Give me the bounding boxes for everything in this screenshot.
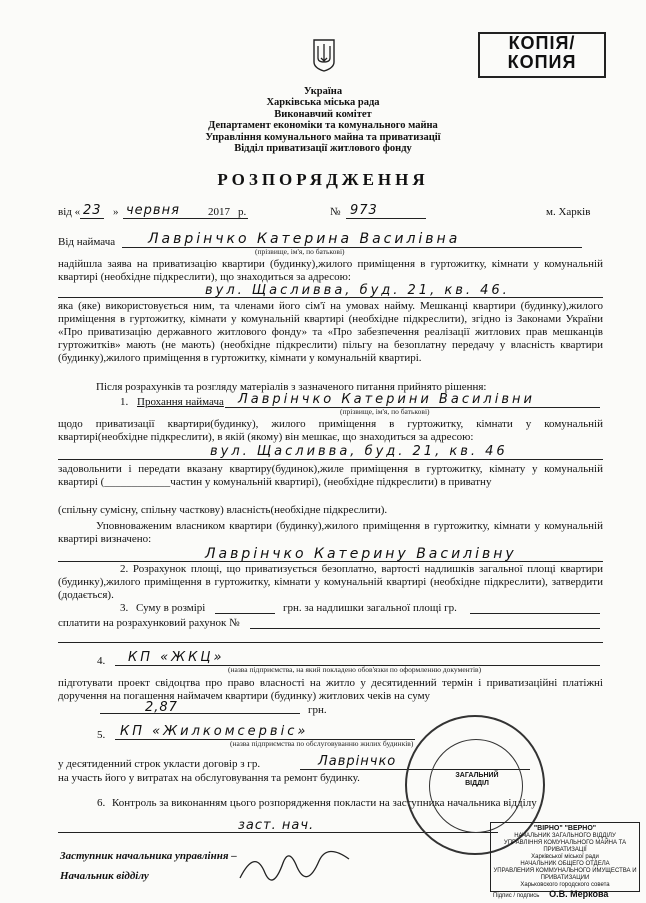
date-year-suffix: р.	[238, 206, 247, 218]
item4-number: 4.	[97, 655, 106, 667]
item3-text-a: Суму в розмірі	[136, 602, 206, 614]
signature-role-line2: Начальник відділу	[60, 870, 149, 882]
item1-owner: Лаврінчко Катерину Василівну	[205, 546, 517, 562]
paragraph-decision: Після розрахунків та розгляду матеріалів з зазначеного питання прийнято рішення:	[96, 381, 487, 393]
item1-number: 1.	[120, 396, 129, 408]
item6-handwritten: заст. нач.	[238, 818, 315, 833]
item4-sum: 2,87	[145, 700, 178, 715]
paragraph-request: надійшла заява на приватизацію квартири (будинку),жилого приміщення в гуртожитку, кімнати у комунальній квартирі (необхідне підкреслити), що знаходиться за адресою:	[58, 258, 603, 283]
certification-stamp	[490, 822, 640, 899]
applicant-label: Від наймача	[58, 236, 116, 248]
letterhead	[150, 86, 496, 154]
item5-text-b: на участь його у витратах на обслуговування та ремонт будинку.	[58, 772, 360, 784]
item3-text-c: сплатити на розрахунковий рахунок №	[58, 617, 240, 629]
rect-stamp-sign-label: Підпис / подпись	[493, 893, 540, 899]
item5-value: КП «Жилкомсервіс»	[120, 724, 309, 739]
applicant-hint: (прізвище, ім'я, по батькові)	[255, 247, 345, 256]
document-title: РОЗПОРЯДЖЕННЯ	[217, 170, 429, 189]
copy-stamp-line2: КОПИЯ	[507, 52, 577, 72]
date-month-sep: »	[113, 206, 119, 218]
signature-scribble-icon	[235, 840, 355, 890]
item4-currency: грн.	[308, 704, 327, 716]
city: м. Харків	[546, 206, 591, 218]
rect-stamp-l3: Харківської міської ради	[531, 854, 599, 860]
item1-text2: задовольнити і передати вказану квартиру(будинок),жиле приміщення в гуртожитку, кімнату у комунальній квартирі (____________частин у комунальній квартирі), (необхідне підкреслити) в приватну	[58, 463, 603, 488]
division: Відділ приватизації житлового фонду	[234, 143, 412, 155]
item1-name: Лаврінчко Катерини Василівни	[238, 392, 535, 407]
item1-address: вул. Щасливва, буд. 21, кв. 46	[210, 444, 508, 459]
document-number: 973	[350, 203, 378, 218]
committee: Виконавчий комітет	[274, 108, 372, 120]
item1-text: щодо приватизації квартири(будинку), жилого приміщення в гуртожитку, кімнати у комунальній квартирі(необхідне підкреслити), в якій (якому) він мешкає, що знаходиться за адресою:	[58, 418, 603, 443]
directorate: Управління комунального майна та приватизації	[205, 131, 441, 143]
trident-emblem-icon	[312, 38, 336, 72]
item3-number: 3.	[120, 602, 129, 614]
item2-body: Розрахунок площі, що приватизується безоплатно, вартості надлишків загальної площі квартири (будинку),жилого приміщення в гуртожитку, кімнати у комунальній квартирі (необхідне підкреслити), затвердити (додається).	[58, 563, 603, 601]
item5-text-a: у десятиденний строк укласти договір з гр.	[58, 758, 261, 770]
item2-text	[58, 563, 603, 602]
item3-text-b: грн. за надлишки загальної площі гр.	[283, 602, 457, 614]
item5-number: 5.	[97, 729, 106, 741]
item4-text: підготувати проект свідоцтва про право власності на житло у десятиденний термін і приватизаційні платіжні доручення на погашення наймачем квартири (будинку) житлових чеків на суму	[58, 677, 603, 702]
rect-stamp-l1: НАЧАЛЬНИК ЗАГАЛЬНОГО ВІДДІЛУ	[514, 833, 616, 839]
item1-label: Прохання наймача	[137, 396, 224, 408]
item1-text3: (спільну сумісну, спільну часткову) власність(необхідне підкреслити).	[58, 504, 388, 516]
council: Харківська міська рада	[266, 97, 380, 109]
copy-stamp-line1: КОПІЯ/	[508, 33, 576, 53]
date-number-line	[58, 203, 603, 221]
rect-stamp-signer: О.В. Меркова	[549, 889, 609, 899]
item6-number: 6.	[97, 797, 106, 809]
rect-stamp-l5: УПРАВЛЕНИЯ КОММУНАЛЬНОГО ИМУЩЕСТВА И ПРИВАТИЗАЦИИ	[493, 868, 637, 881]
item1-text4: Уповноваженим власником квартири (будинку),жилого приміщення в гуртожитку, кімнати у комунальній квартирі визначено:	[58, 520, 603, 545]
country: Україна	[303, 86, 343, 97]
applicant-name: Лаврінчко Катерина Василівна	[148, 231, 461, 247]
date-prefix: від «	[58, 206, 81, 218]
item5-hint: (назва підприємства по обслуговуванню жилих будинків)	[230, 739, 414, 748]
item1-hint: (прізвище, ім'я, по батькові)	[340, 407, 430, 416]
item2-number: 2.	[120, 563, 129, 575]
rect-stamp-title: "ВІРНО" "ВЕРНО"	[533, 825, 597, 832]
item5-name: Лаврінчко	[318, 754, 397, 769]
rect-stamp-l6: Харьковского городского совета	[520, 882, 610, 888]
rect-stamp-l4: НАЧАЛЬНИК ОБЩЕГО ОТДЕЛА	[520, 861, 610, 867]
rect-stamp-l2: УПРАВЛІННЯ КОМУНАЛЬНОГО МАЙНА ТА ПРИВАТИЗАЦІЇ	[503, 840, 627, 853]
date-month: червня	[126, 203, 180, 218]
date-day: 23	[83, 203, 102, 218]
copy-stamp	[478, 32, 606, 78]
address: вул. Щасливва, буд. 21, кв. 46.	[205, 283, 510, 298]
item4-value: КП «ЖКЦ»	[128, 650, 225, 665]
round-seal-center: ЗАГАЛЬНИЙ ВІДДІЛ	[455, 772, 499, 788]
date-year: 2017	[208, 206, 230, 218]
department: Департамент економіки та комунального майна	[208, 120, 438, 132]
item4-hint: (назва підприємства, на який покладено обов'язки по оформленню документів)	[228, 665, 482, 674]
paragraph-conditions: яка (яке) використовується ним, та членами його сім'ї на умовах найму. Мешканці квартири (будинку),жилого приміщення в гуртожитку, кімнати у комунальній квартирі (необхідне підкреслити), згідно із Законами України «Про приватизацію державного житлового фонду» та «Про забезпечення реалізації житлових прав мешканців гуртожитків» мають (не мають) (необхідне підкреслити) пільгу на безоплатну передачу у власність квартири (будинку),жилого приміщення в гуртожитку, кімнати у комунальній квартирі.	[58, 300, 603, 364]
signature-role-line1: Заступник начальника управління –	[60, 850, 237, 862]
number-label: №	[330, 206, 341, 218]
item6-text: Контроль за виконанням цього розпорядження покласти на заступника начальника відділу	[112, 797, 537, 809]
